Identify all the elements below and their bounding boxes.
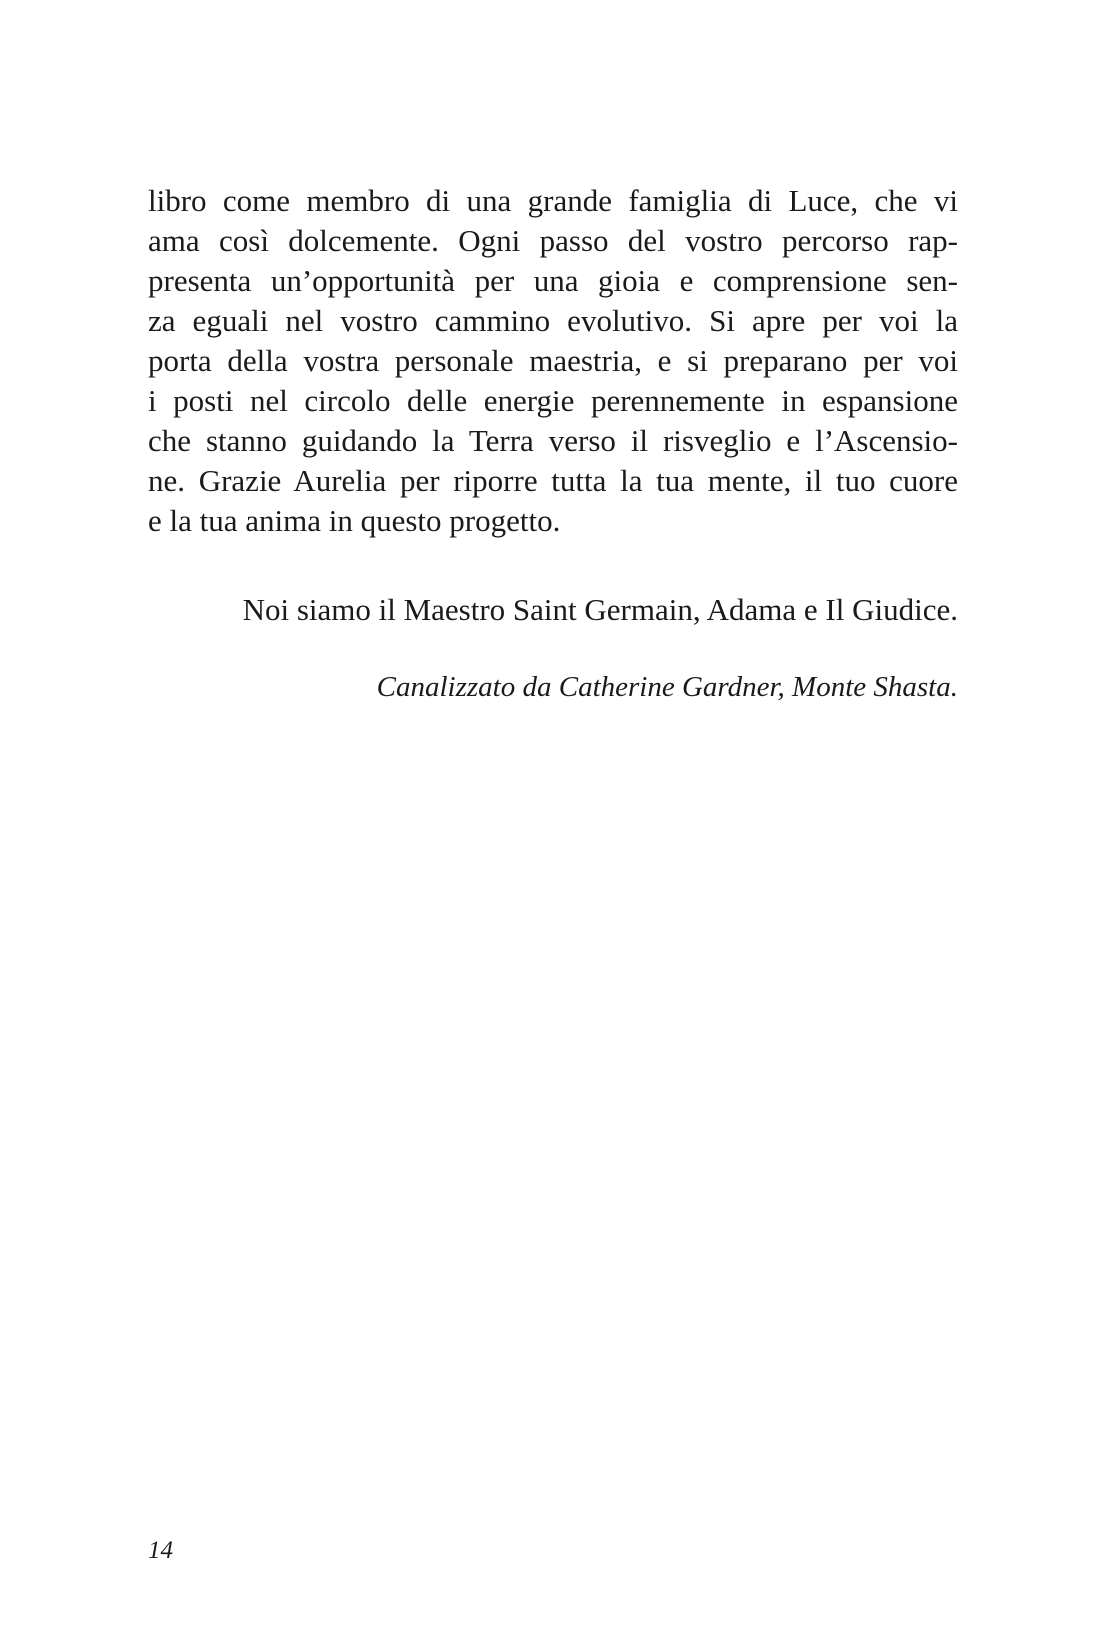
paragraph-line: libro come membro di una grande famiglia di Luce, che vi <box>148 183 958 218</box>
page-number: 14 <box>148 1537 173 1564</box>
paragraph-line: che stanno guidando la Terra verso il risveglio e l’Ascensio- <box>148 423 958 458</box>
paragraph-line: i posti nel circolo delle energie perennemente in espansione <box>148 383 958 418</box>
channeling-credit: Canalizzato da Catherine Gardner, Monte Shasta. <box>376 671 958 703</box>
paragraph-line: porta della vostra personale maestria, e si preparano per voi <box>148 343 958 378</box>
paragraph-line: ne. Grazie Aurelia per riporre tutta la tua mente, il tuo cuore <box>148 463 958 498</box>
paragraph-line: e la tua anima in questo progetto. <box>148 503 561 538</box>
paragraph-line: presenta un’opportunità per una gioia e comprensione sen- <box>148 263 958 298</box>
paragraph-line: za eguali nel vostro cammino evolutivo. Si apre per voi la <box>148 303 958 338</box>
paragraph-line: ama così dolcemente. Ogni passo del vostro percorso rap- <box>148 223 958 258</box>
body-paragraph <box>148 181 958 541</box>
signature-line: Noi siamo il Maestro Saint Germain, Adama e Il Giudice. <box>242 592 958 627</box>
